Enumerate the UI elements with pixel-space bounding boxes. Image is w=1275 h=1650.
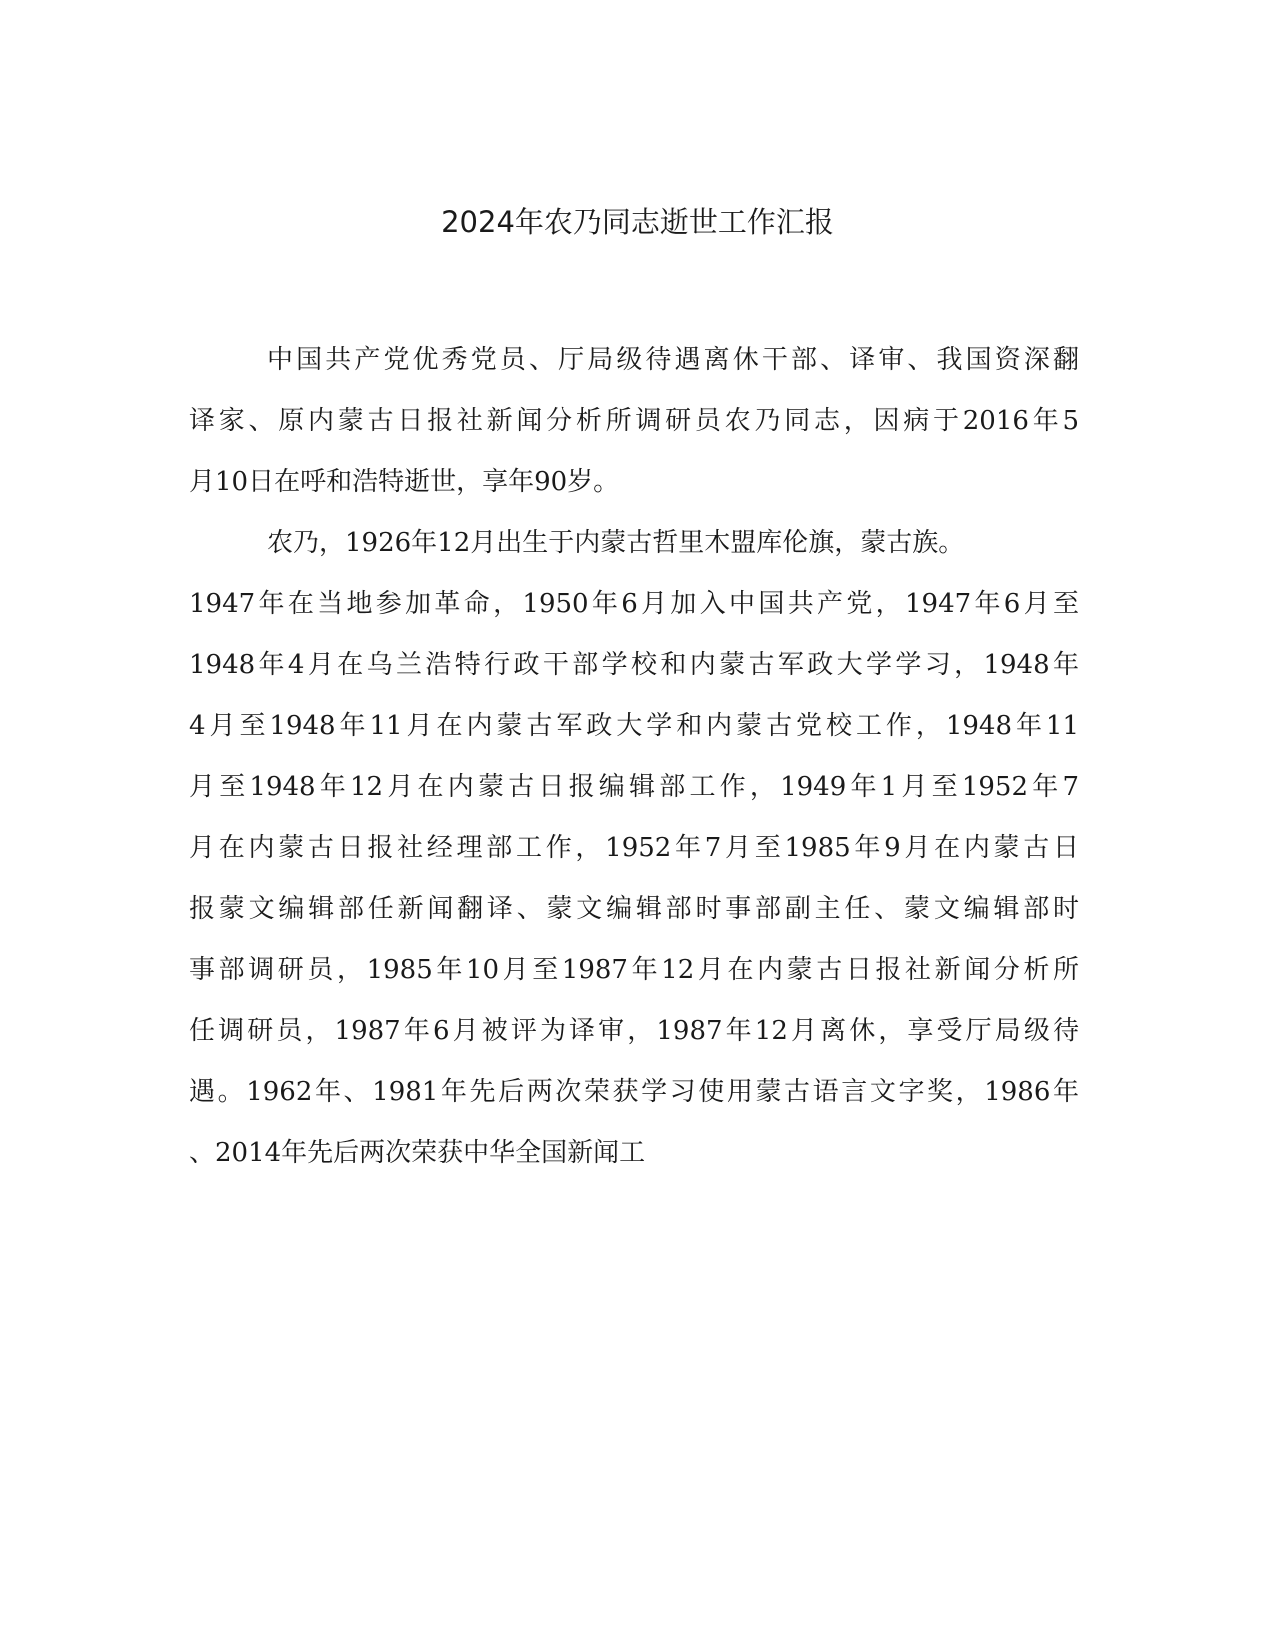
paragraph-1 (189, 330, 1079, 513)
paragraph-line: 遇。1962年、1981年先后两次荣获学习使用蒙古语言文字奖，1986年 (189, 1077, 1079, 1107)
paragraph-line: 月10日在呼和浩特逝世，享年90岁。 (189, 467, 620, 497)
paragraph-line: 、2014年先后两次荣获中华全国新闻工 (189, 1138, 646, 1168)
paragraph-line: 报蒙文编辑部任新闻翻译、蒙文编辑部时事部副主任、蒙文编辑部时 (189, 894, 1079, 924)
paragraph-2 (189, 513, 1079, 1184)
paragraph-line: 农乃，1926年12月出生于内蒙古哲里木盟库伦旗，蒙古族。 (267, 528, 965, 558)
paragraph-line: 译家、原内蒙古日报社新闻分析所调研员农乃同志，因病于2016年5 (189, 406, 1079, 436)
document-title: 2024年农乃同志逝世工作汇报 (441, 205, 834, 239)
document-body (189, 330, 1079, 1184)
paragraph-line: 事部调研员，1985年10月至1987年12月在内蒙古日报社新闻分析所 (189, 955, 1079, 985)
paragraph-line: 4月至1948年11月在内蒙古军政大学和内蒙古党校工作，1948年11 (189, 711, 1079, 741)
paragraph-line: 1948年4月在乌兰浩特行政干部学校和内蒙古军政大学学习，1948年 (189, 650, 1079, 680)
paragraph-line: 月在内蒙古日报社经理部工作，1952年7月至1985年9月在内蒙古日 (189, 833, 1079, 863)
paragraph-line: 任调研员，1987年6月被评为译审，1987年12月离休，享受厅局级待 (189, 1016, 1079, 1046)
paragraph-line: 1947年在当地参加革命，1950年6月加入中国共产党，1947年6月至 (189, 589, 1079, 619)
paragraph-line: 中国共产党优秀党员、厅局级待遇离休干部、译审、我国资深翻 (267, 345, 1079, 375)
paragraph-line: 月至1948年12月在内蒙古日报编辑部工作，1949年1月至1952年7 (189, 772, 1079, 802)
